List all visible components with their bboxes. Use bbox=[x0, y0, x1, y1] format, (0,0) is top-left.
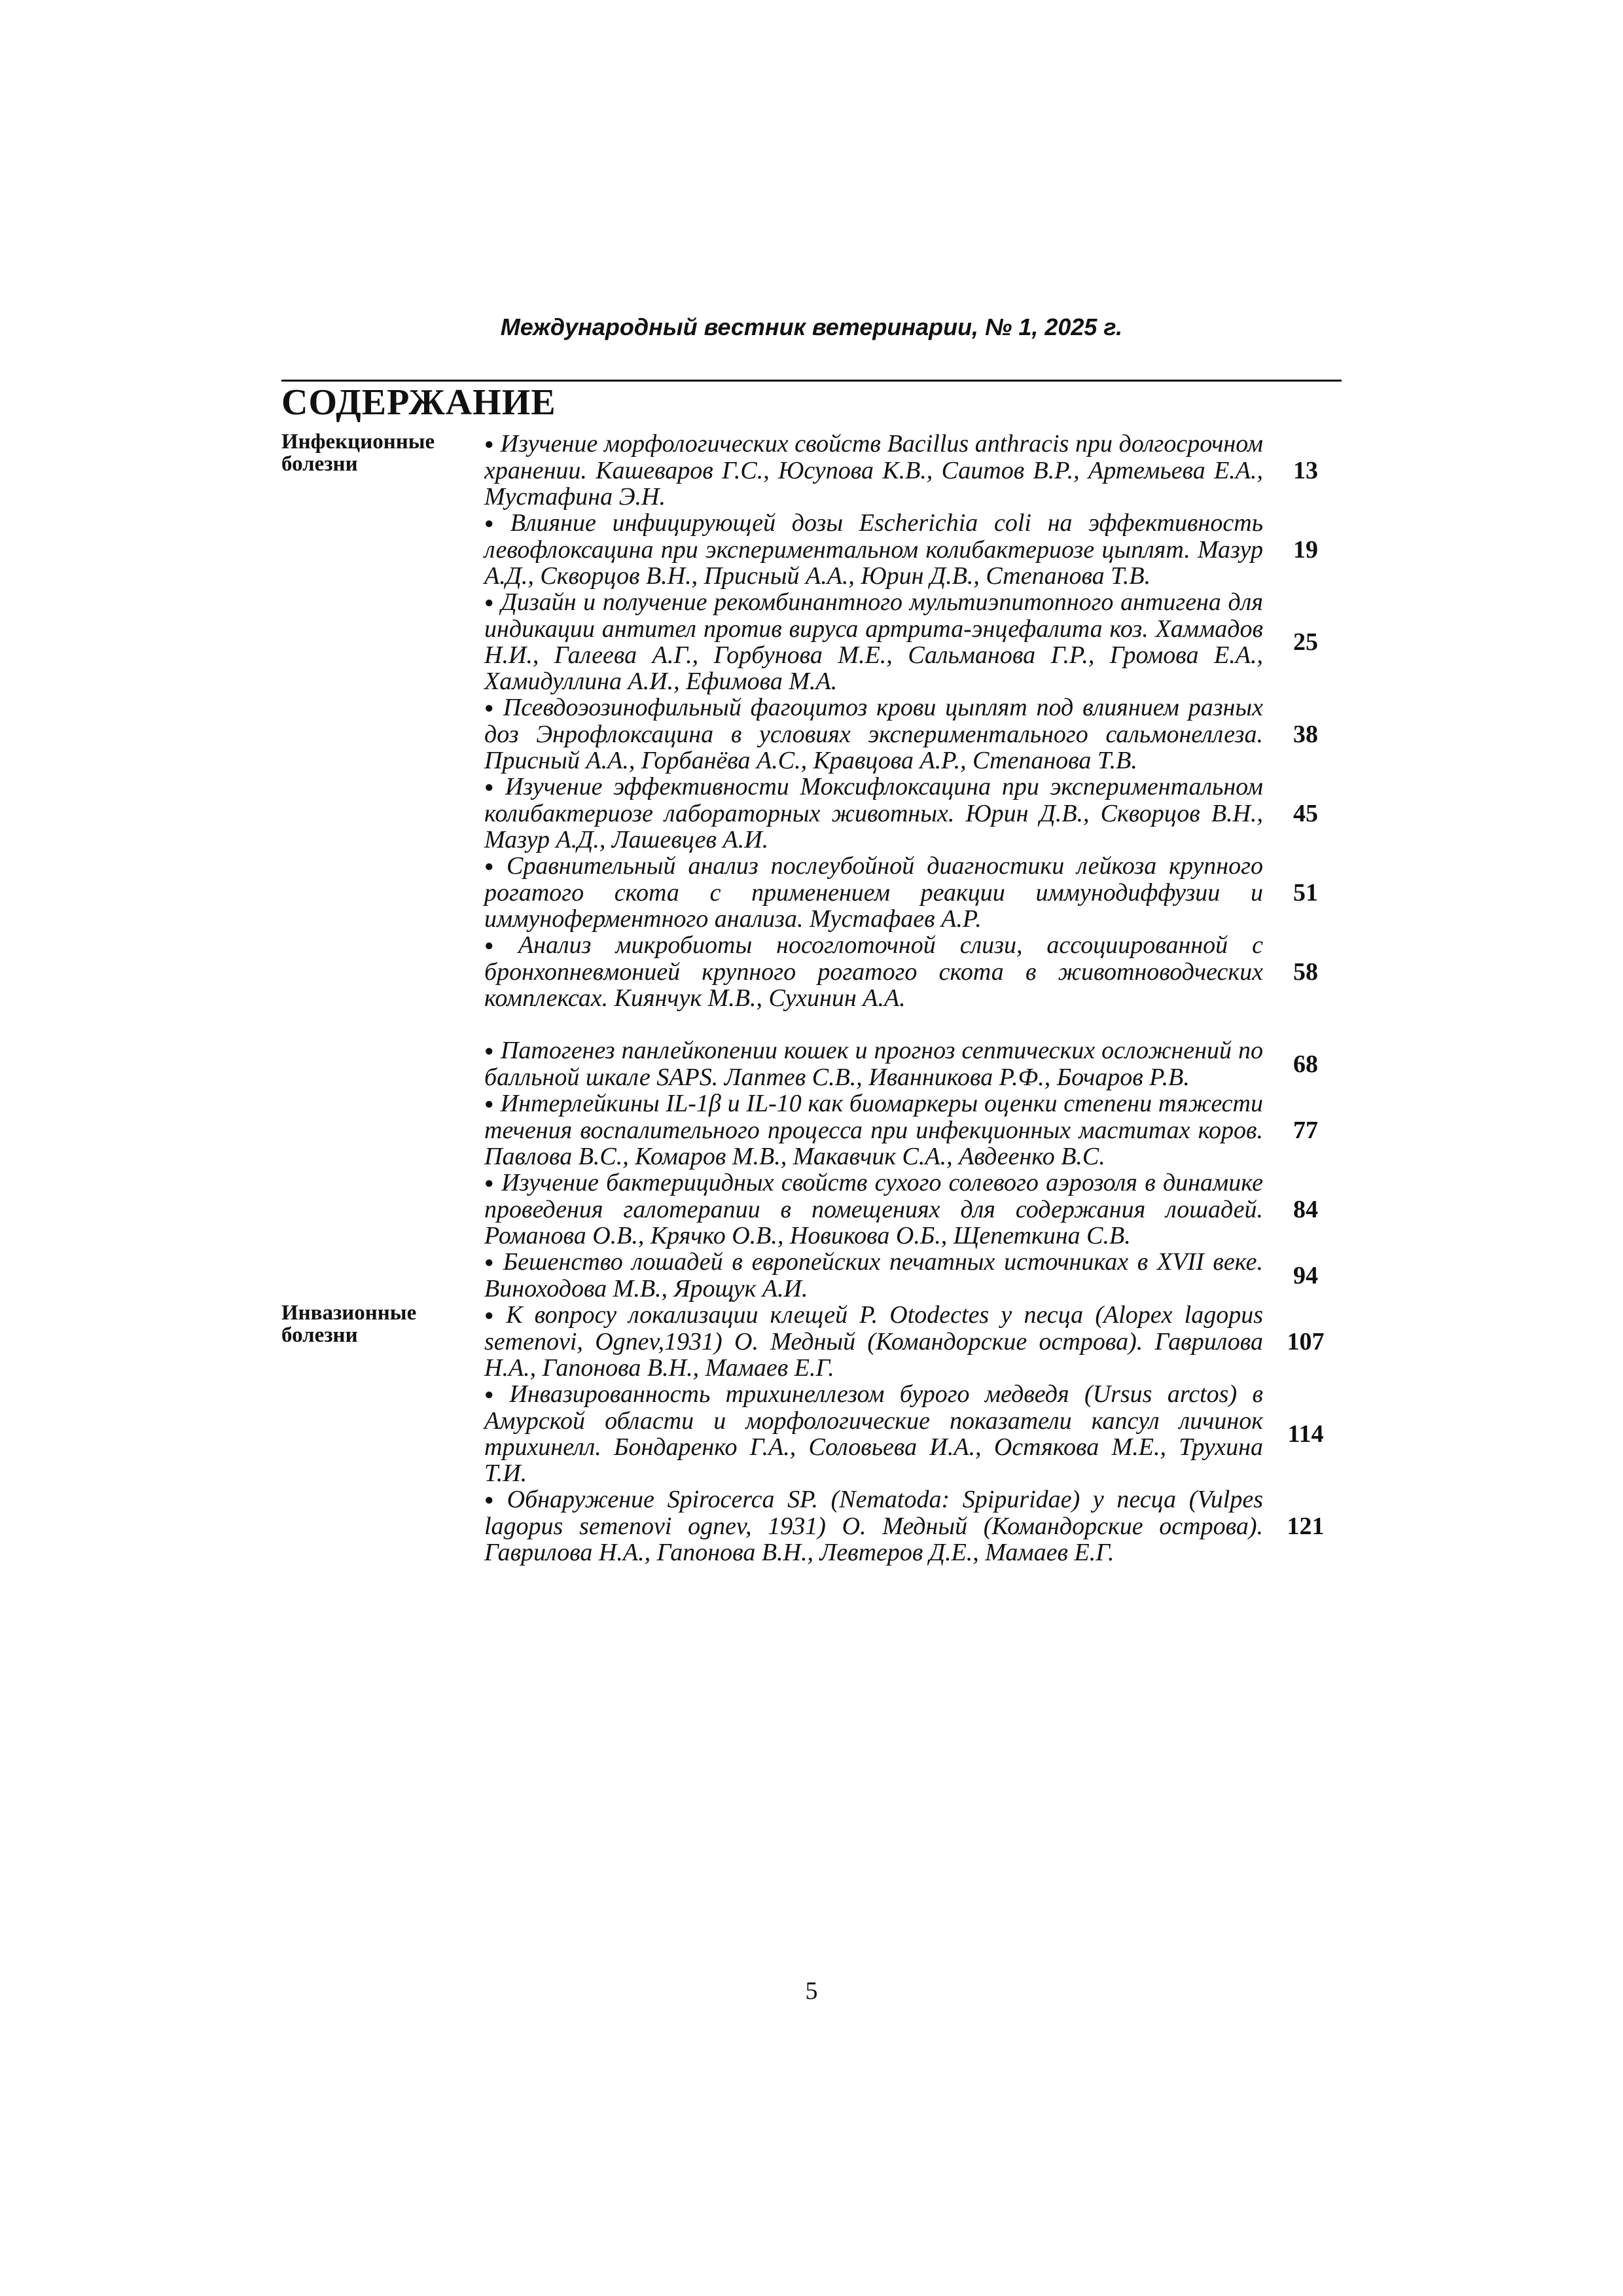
entry-title-authors: Псевдоэозинофильный фагоцитоз крови цыплят под влиянием разных доз Энрофлоксацина в условиях экспериментального сальмонеллеза. Присный А.А., Горбанёва А.С., Кравцова А.Р., Степанова Т.В. bbox=[484, 694, 1264, 774]
entry-page-number: 84 bbox=[1293, 1195, 1318, 1223]
entry-text bbox=[484, 1249, 1263, 1302]
entry-page-number: 77 bbox=[1293, 1116, 1318, 1144]
entry-page-number: 19 bbox=[1293, 535, 1318, 564]
entry-title-authors: Изучение морфологических свойств Bacillus anthracis при долгосрочном хранении. Кашеваров Г.С., Юсупова К.В., Саитов В.Р., Артемьева Е.А., Мустафина Э.Н. bbox=[484, 430, 1264, 511]
entry-title-authors: К вопросу локализации клещей P. Otodectes у песца (Alopex lagopus semenovi, Ognev,1931) О. Медный (Командорские острова). Гаврилова Н.А., Гапонова В.Н., Мамаев Е.Г. bbox=[484, 1301, 1263, 1382]
entry-text bbox=[484, 1486, 1263, 1566]
entry-title-authors: Инвазированность трихинеллезом бурого медведя (Ursus arctos) в Амурской области и морфологические показатели капсул личинок трихинелл. Бондаренко Г.А., Соловьева И.А., Остякова М.Е., Трухина Т.И. bbox=[484, 1380, 1263, 1487]
toc-entry bbox=[484, 589, 1342, 694]
toc-entry bbox=[484, 431, 1342, 510]
entry-page-number: 13 bbox=[1293, 456, 1318, 484]
entry-page-number: 45 bbox=[1293, 799, 1318, 827]
entry-title-authors: Дизайн и получение рекомбинантного мультиэпитопного антигена для индикации антител против вируса артрита-энцефалита коз. Хаммадов Н.И., Галеева А.Г., Горбунова М.Е., Сальманова Г.Р., Громова Е.А., Хамидуллина А.И., Ефимова М.А. bbox=[484, 588, 1263, 695]
entry-title-authors: Бешенство лошадей в европейских печатных источниках в XVII веке. Виноходова М.В., Ярощук А.И. bbox=[484, 1248, 1263, 1302]
entry-title-authors: Изучение эффективности Моксифлоксацина при экспериментальном колибактериозе лабораторных животных. Юрин Д.В., Скворцов В.Н., Мазур А.Д., Лашевцев А.И. bbox=[484, 773, 1263, 853]
entry-text bbox=[484, 1090, 1263, 1170]
section-label: Инвазионные болезни bbox=[281, 1301, 417, 1347]
bullet-icon: ● bbox=[484, 436, 494, 453]
bullet-icon: ● bbox=[484, 1492, 501, 1509]
toc-entry bbox=[484, 694, 1342, 774]
entry-page-number: 121 bbox=[1287, 1512, 1325, 1540]
bullet-icon: ● bbox=[484, 594, 495, 611]
toc-section bbox=[281, 1302, 1342, 1566]
bullet-icon: ● bbox=[484, 700, 497, 717]
entry-text bbox=[484, 774, 1263, 853]
running-header: Международный вестник ветеринарии, № 1, 2025 г. bbox=[500, 314, 1123, 340]
entry-title-authors: Интерлейкины IL-1β и IL-10 как биомаркеры оценки степени тяжести течения воспалительного процесса при инфекционных маститах коров. Павлова В.С., Комаров М.В., Макавчик С.А., Авдеенко В.С. bbox=[484, 1090, 1263, 1170]
entry-text bbox=[484, 1037, 1263, 1090]
entry-text bbox=[484, 589, 1263, 694]
toc-section bbox=[281, 431, 1342, 1302]
entry-text bbox=[484, 1302, 1263, 1381]
entry-text bbox=[484, 510, 1263, 589]
entry-title-authors: Изучение бактерицидных свойств сухого солевого аэрозоля в динамике проведения галотерапии в помещениях для содержания лошадей. Романова О.В., Крячко О.В., Новикова О.Б., Щепеткина С.В. bbox=[484, 1169, 1263, 1249]
entry-text bbox=[484, 431, 1263, 510]
bullet-icon: ● bbox=[484, 1175, 495, 1192]
page-number: 5 bbox=[805, 1977, 818, 2005]
section-entries bbox=[484, 1302, 1342, 1566]
entry-page-number: 68 bbox=[1293, 1050, 1318, 1078]
section-entries bbox=[484, 431, 1342, 1302]
entry-text bbox=[484, 1170, 1263, 1249]
entry-title-authors: Патогенез панлейкопении кошек и прогноз септических осложнений по балльной шкале SAPS. Лаптев С.В., Иванникова Р.Ф., Бочаров Р.В. bbox=[484, 1037, 1263, 1091]
entry-title-authors: Анализ микробиоты носоглоточной слизи, ассоциированной с бронхопневмонией крупного рогатого скота в животноводческих комплексах. Киянчук М.В., Сухинин А.А. bbox=[484, 931, 1263, 1012]
toc-entry bbox=[484, 932, 1342, 1011]
toc-entry bbox=[484, 853, 1342, 932]
toc-entry bbox=[484, 1037, 1342, 1090]
entry-page-number: 114 bbox=[1287, 1420, 1324, 1448]
toc-entry bbox=[484, 1302, 1342, 1381]
entry-page-number: 38 bbox=[1293, 720, 1318, 748]
table-of-contents bbox=[281, 431, 1342, 1566]
entry-page-number: 107 bbox=[1287, 1327, 1325, 1355]
entry-title-authors: Обнаружение Spirocerca SP. (Nematoda: Spipuridae) у песца (Vulpes lagopus semenovi ognev, 1931) О. Медный (Командорские острова). Гаврилова Н.А., Гапонова В.Н., Левтеров Д.Е., Мамаев Е.Г. bbox=[484, 1486, 1263, 1566]
toc-entry bbox=[484, 510, 1342, 589]
entry-title-authors: Влияние инфицирующей дозы Escherichia coli на эффективность левофлоксацина при экспериментальном колибактериозе цыплят. Мазур А.Д., Скворцов В.Н., Присный А.А., Юрин Д.В., Степанова Т.В. bbox=[484, 509, 1263, 590]
entry-page-number: 25 bbox=[1293, 628, 1318, 656]
bullet-icon: ● bbox=[484, 779, 499, 796]
entry-page-number: 94 bbox=[1293, 1261, 1318, 1289]
bullet-icon: ● bbox=[484, 1386, 503, 1403]
bullet-icon: ● bbox=[484, 515, 504, 532]
bullet-icon: ● bbox=[484, 1307, 500, 1324]
entry-text bbox=[484, 694, 1263, 774]
bullet-icon: ● bbox=[484, 937, 512, 954]
toc-title: СОДЕРЖАНИЕ bbox=[281, 382, 556, 423]
toc-entry bbox=[484, 1381, 1342, 1486]
toc-entry bbox=[484, 1486, 1342, 1566]
entry-text bbox=[484, 932, 1263, 1011]
entry-text bbox=[484, 853, 1263, 932]
toc-entry bbox=[484, 1170, 1342, 1249]
toc-entry bbox=[484, 774, 1342, 853]
bullet-icon: ● bbox=[484, 858, 500, 875]
toc-entry bbox=[484, 1090, 1342, 1170]
entry-page-number: 58 bbox=[1293, 958, 1318, 986]
bullet-icon: ● bbox=[484, 1096, 494, 1113]
bullet-icon: ● bbox=[484, 1254, 497, 1271]
entry-title-authors: Сравнительный анализ послеубойной диагностики лейкоза крупного рогатого скота с применением реакции иммунодиффузии и иммуноферментного анализа. Мустафаев А.Р. bbox=[484, 852, 1263, 933]
toc-entry bbox=[484, 1249, 1342, 1302]
entry-text bbox=[484, 1381, 1263, 1486]
section-label: Инфекционные болезни bbox=[281, 430, 435, 476]
entry-page-number: 51 bbox=[1293, 878, 1318, 906]
bullet-icon: ● bbox=[484, 1043, 494, 1060]
